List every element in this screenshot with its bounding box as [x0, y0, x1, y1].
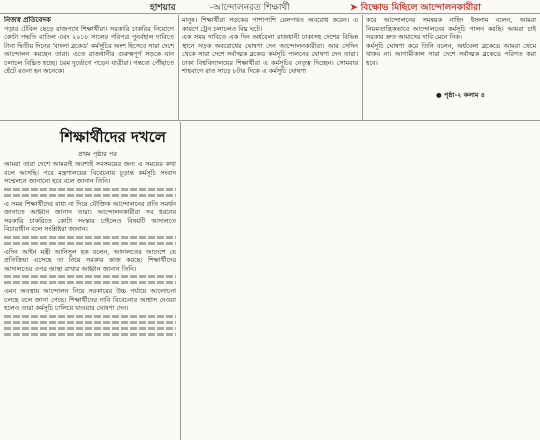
arrow-icon: ➤ — [350, 3, 358, 13]
top-head-mid: -আন্দোলনরত শিক্ষার্থী — [210, 3, 290, 13]
top-head-left: হাশয়ার — [150, 3, 176, 13]
col1-para-1: পড়ার টেবিল ছেড়ে রাজপথে শিক্ষার্থীরা। সরকারি চাকরির নিয়োগে কোটা পদ্ধতি বাতিল এবং ২০১৮ সালের পরিপত্র পুনর্বহাল দাবিতে টানা দ্বিতীয় দিনের 'বাংলা ব্লকেড' কর্মসূচির অংশ হিসেবে সারা দেশে আন্দোলন করছেন তারা। এতে রাজধানীর গুরুত্বপূর্ণ সড়কে যান চলাচল বিঘ্নিত হচ্ছে। চরম দুর্ভোগে পড়েন যাত্রীরা। গন্তব্যে পৌঁছাতে হেঁটে রওনা হন অনেকে। — [4, 24, 174, 75]
top-band — [0, 0, 540, 13]
top-head-right — [350, 0, 481, 13]
byline: নিজস্ব প্রতিবেদক — [4, 16, 51, 24]
text-lines — [4, 194, 176, 197]
column-divider-2 — [362, 15, 363, 120]
text-lines — [4, 275, 176, 278]
article2-para-4: এমন অবস্থায় আন্দোলন নিয়ে সরকারের উচ্চ পর্যায়ে আলোচনা চলছে বলে জানা গেছে। শিক্ষার্থীদের দাবি বিবেচনার আশ্বাস দেওয়া হলেও তারা কর্মসূচি চালিয়ে যাওয়ার ঘোষণা দেন। — [4, 287, 176, 312]
col2-para-2: এক সময় দাবিতে এক দিন অর্ধবেলা রাজধানী ঢাকাসহ দেশের বিভিন্ন স্থানে সড়ক অবরোধের ঘোষণা দেন আন্দোলনকারীরা। আর সেদিন থেকে সারা দেশে সর্বাত্মক ব্লকেড কর্মসূচি পালনের ঘোষণা দেন তারা। ঢাকা বিশ্ববিদ্যালয়ের শিক্ষার্থীরা এ কর্মসূচির নেতৃত্ব দিচ্ছেন। সোমবার শাহবাগে রাত সাড়ে ৮টার দিকে এ কর্মসূচি ঘোষণা — [182, 33, 358, 75]
text-lines — [4, 333, 176, 336]
top-head-right-text: বিক্ষোভ মিছিলে আন্দোলনকারীরা — [360, 3, 481, 13]
continued-from: প্রথম পৃষ্ঠার পর — [78, 150, 117, 158]
text-lines — [4, 315, 176, 318]
col3-para-1: করে আন্দোলনের সমন্বয়ক নাহিদ ইসলাম বলেন, আমরা নিয়মতান্ত্রিকভাবে আন্দোলনের কর্মসূচি পালন করছি। আমরা চাই সরকার দ্রুত আমাদের দাবি মেনে নিক। — [366, 16, 536, 41]
text-lines — [4, 321, 176, 324]
article2-para-1: আমরা তারা দেশে আমরাই অবশ্যই সবসময়ের জন্য এ সময়ের কথা বলে আসছি। পরে মন্ত্রণালয়ের বিবেচনায় চূড়ান্ত কর্মসূচি সংবাদ সম্মেলনে জানানো হবে বলে জানান তিনি। — [4, 160, 176, 185]
text-lines — [4, 188, 176, 191]
col3-para-2: কর্মসূচি ঘোষণা করে তিনি বলেন, অর্ধবেলা ব্লকেডে আমরা থেমে থাকব না। আগামীকাল সারা দেশে সর্বাত্মক ব্লকেডে পরিণত করা হবে। — [366, 41, 536, 67]
text-lines — [4, 236, 176, 239]
top-rule — [0, 13, 540, 14]
text-lines — [4, 327, 176, 330]
article-headline: শিক্ষার্থীদের দখলে — [60, 128, 166, 146]
text-lines — [4, 242, 176, 245]
column-2 — [182, 16, 358, 118]
column-1 — [4, 16, 174, 118]
article2-para-2: এ সময় শিক্ষার্থীদের বাধা না দিয়ে যৌক্তিক আন্দোলনের প্রতি সমর্থন জানাতে আহ্বান জানান তারা। আন্দোলনকারীরা সব ধরনের সরকারি চাকরিতে কোটা সংস্কার চাইলেও বিষয়টি আদালতে বিচারাধীন বলে সংশ্লিষ্টরা জানান। — [4, 199, 176, 233]
article2-body — [4, 160, 176, 440]
jump-text: পৃষ্ঠা-২ কলাম ৪ — [443, 91, 486, 99]
text-lines — [4, 281, 176, 284]
article2-para-3: এদিন আইন মন্ত্রী আনিসুল হক বলেন, আদালতের আদেশে যে প্রতিক্রিয়া এসেছে তা নিয়ে সরকার কাজ করছে। শিক্ষার্থীদের আদালতের ওপর আস্থা রাখার আহ্বান জানান তিনি। — [4, 247, 176, 273]
col2-para-1: মানুষ। শিক্ষার্থীরা সড়কের পাশাপাশি রেলপথও অবরোধ করেন। এ কারণে ট্রেন চলাচলও বিঘ্ন ঘটে। — [182, 16, 358, 33]
jump-line: ● পৃষ্ঠা-২ কলাম ৪ — [436, 91, 486, 99]
article2-divider — [180, 122, 181, 440]
section-rule — [0, 120, 540, 121]
column-3 — [366, 16, 536, 88]
column-divider-1 — [178, 15, 179, 120]
